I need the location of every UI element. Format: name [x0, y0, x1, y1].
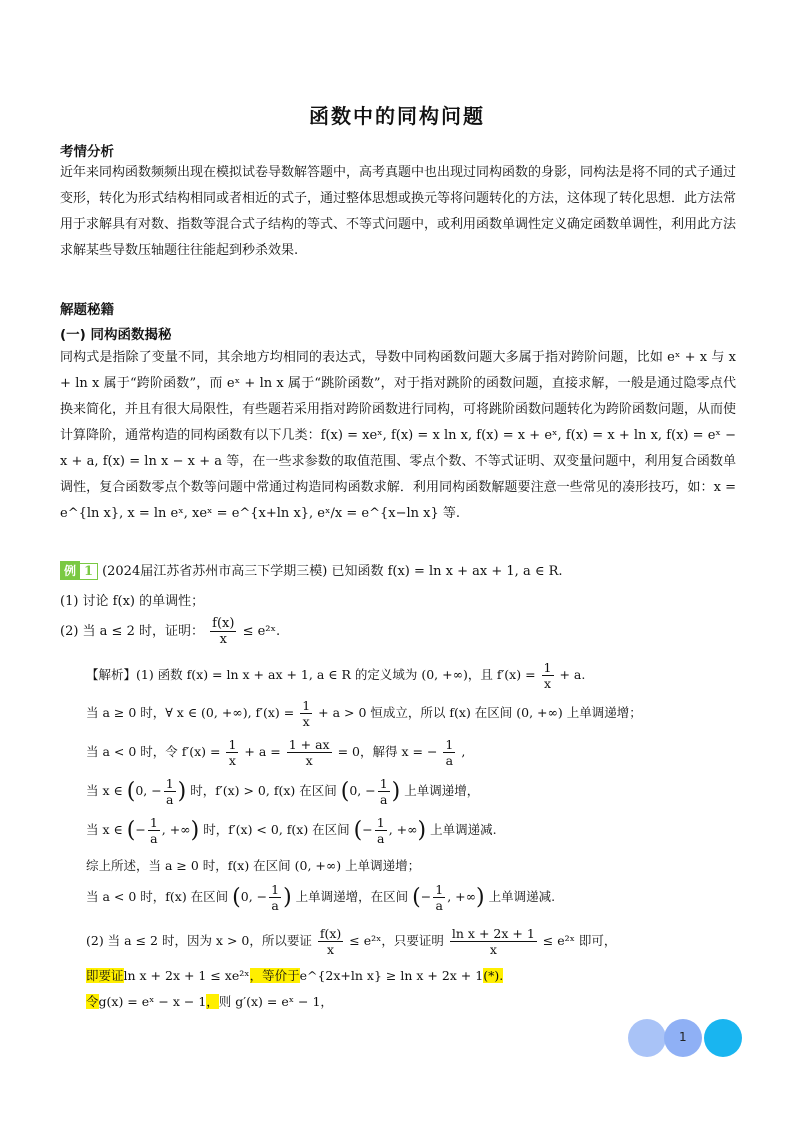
- fraction: $\frac{f(x)}{x}$: [319, 926, 342, 957]
- analysis-paragraph: 近年来同构函数频频出现在模拟试卷导数解答题中，高考真题中也出现过同构函数的身影，同构法是将不同的式子通过变形，转化为形式结构相同或者相近的式子，通过整体思想或换元等将问题转化的方法，这体现了转化思想．此方法常用于求解具有对数、指数等混合式子结构的等式、不等式问题中，或利用函数单调性定义确定函数单调性，利用此方法求解某些导数压轴题往往能起到秒杀效果.: [60, 165, 737, 258]
- section-heading-tips: 解题秘籍: [60, 302, 114, 318]
- highlight: ，等价于: [249, 968, 300, 983]
- solution-line-4: 当 x ∈ (0, − $\frac{1}{a}$ ) 时，f′(x) > 0, f(x) 在区间 (0, − $\frac{1}{a}$ ) 上单调递增，: [86, 776, 480, 807]
- example-stem: [60, 560, 563, 580]
- fraction: $\frac{1}{x}$: [543, 660, 552, 691]
- fraction: $\frac{\text{ln x + 2x + 1}}{x}$: [451, 926, 535, 957]
- fraction: $\frac{1}{a}$: [165, 776, 174, 807]
- isomorphic-paragraph: 同构式是指除了变量不同，其余地方均相同的表达式，导数中同构函数问题大多属于指对跨阶问题，比如 eˣ + x 与 x + ln x 属于“跨阶函数”，而 eˣ + ln x 属于“跳阶函数”，对于指对跳阶的函数问题，直接求解，一般是通过隐零点代换来简化，并且有很大局限性，有些题若采用指对跨阶函数进行同构，可将跳阶函数问题转化为跨阶函数问题，从而使计算降阶，通常构造的同构函数有以下几类：f(x) = xeˣ, f(x) = x ln x, f(x) = x + eˣ, f(x) = x + ln x, f(x) = eˣ − x + a, f(x) = ln x − x + a 等，在一些求参数的取值范围、零点个数、不等式证明、双变量问题中，利用复合函数单调性，复合函数零点个数等问题中常通过构造同构函数求解．利用同构函数解题要注意一些常见的凑形技巧，如：x = e^{ln x}, x = ln eˣ, xeˣ = e^{x+ln x}, eˣ/x = e^{x−ln x} 等.: [60, 350, 737, 521]
- subheading-isomorphic: (一) 同构函数揭秘: [60, 327, 172, 343]
- solution-line-1: 【解析】(1) 函数 f(x) = ln x + ax + 1, a ∈ R 的定义域为 (0, +∞)，且 f′(x) = $\frac{1}{x}$ + a.: [86, 660, 586, 691]
- section-heading-analysis: 考情分析: [60, 144, 114, 160]
- solution-line-8: (2) 当 a ≤ 2 时，因为 x > 0，所以要证 $\frac{f(x)}{x}$ ≤ e²ˣ，只要证明 $\frac{\text{ln x + 2x + 1}}{x}$ ≤ e²ˣ 即可，: [86, 926, 617, 957]
- example-source: (2024届江苏省苏州市高三下学期三模): [102, 564, 328, 579]
- example-question: 已知函数 f(x) = ln x + ax + 1, a ∈ R.: [331, 564, 563, 579]
- fraction: $\frac{1 + ax}{x}$: [288, 737, 330, 768]
- highlight: 即要证: [86, 968, 124, 983]
- fraction: $\frac{1}{x}$: [228, 737, 237, 768]
- solution-line-10: 令g(x) = eˣ − x − 1，则 g′(x) = eˣ − 1，: [86, 994, 333, 1009]
- page-number: 1: [679, 1030, 687, 1044]
- fraction: $\frac{1}{a}$: [435, 882, 444, 913]
- page-title: 函数中的同构问题: [309, 104, 485, 128]
- highlight: (*).: [483, 968, 504, 983]
- question-1: (1) 讨论 f(x) 的单调性；: [60, 594, 205, 609]
- fraction: $\frac{1}{x}$: [302, 698, 311, 729]
- highlight: ，: [206, 994, 219, 1009]
- fraction: $\frac{1}{a}$: [376, 815, 385, 846]
- fraction: $\frac{1}{a}$: [271, 882, 280, 913]
- question-2: (2) 当 a ≤ 2 时，证明： $\frac{f(x)}{x}$ ≤ e²ˣ.: [60, 616, 281, 647]
- fraction: $\frac{1}{a}$: [445, 737, 454, 768]
- example-number: 1: [80, 563, 98, 580]
- example-badge: 例: [60, 561, 80, 580]
- solution-line-9: 即要证ln x + 2x + 1 ≤ xe²ˣ，等价于e^{2x+ln x} ≥ ln x + 2x + 1(*).: [86, 968, 504, 983]
- solution-line-5: 当 x ∈ (− $\frac{1}{a}$ , +∞) 时，f′(x) < 0, f(x) 在区间 (− $\frac{1}{a}$ , +∞) 上单调递减.: [86, 815, 497, 846]
- fraction: $\frac{1}{a}$: [149, 815, 158, 846]
- solution-line-3: 当 a < 0 时，令 f′(x) = $\frac{1}{x}$ + a = $\frac{1 + ax}{x}$ = 0，解得 x = − $\frac{1}{a}$ ,: [86, 737, 466, 768]
- page-circle-right: [704, 1019, 742, 1057]
- solution-line-2: 当 a ≥ 0 时，∀ x ∈ (0, +∞), f′(x) = $\frac{1}{x}$ + a > 0 恒成立，所以 f(x) 在区间 (0, +∞) 上单调递增；: [86, 698, 642, 729]
- fraction: $\frac{1}{a}$: [379, 776, 388, 807]
- solution-line-7: 当 a < 0 时，f(x) 在区间 (0, − $\frac{1}{a}$ ) 上单调递增，在区间 (− $\frac{1}{a}$ , +∞) 上单调递减.: [86, 882, 556, 913]
- highlight: 令: [86, 994, 99, 1009]
- fraction: $\frac{f(x)}{x}$: [212, 616, 235, 647]
- page-circle-left: [628, 1019, 666, 1057]
- solution-line-6: 综上所述，当 a ≥ 0 时，f(x) 在区间 (0, +∞) 上单调递增；: [86, 858, 421, 873]
